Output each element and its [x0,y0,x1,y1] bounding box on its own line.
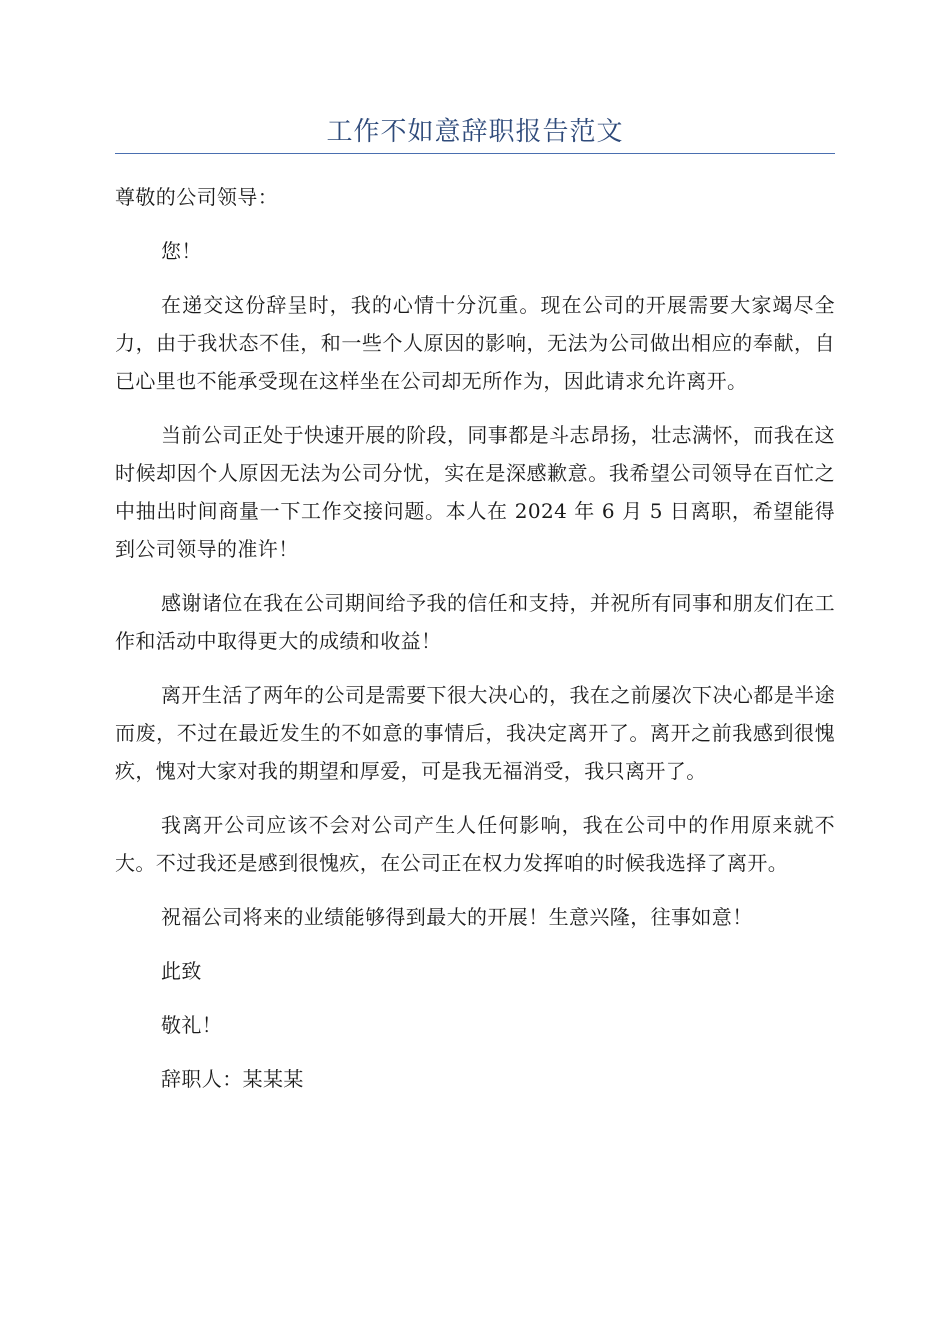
salutation: 尊敬的公司领导： [115,185,279,209]
paragraph: 祝福公司将来的业绩能够得到最大的开展！生意兴隆，往事如意！ [161,905,753,929]
paragraph: 感谢诸位在我在公司期间给予我的信任和支持，并祝所有同事和朋友们在工作和活动中取得更大的成绩和收益！ [115,591,835,653]
closing-salute: 敬礼！ [161,1013,223,1037]
paragraph: 在递交这份辞呈时，我的心情十分沉重。现在公司的开展需要大家竭尽全力，由于我状态不佳，和一些个人原因的影响，无法为公司做出相应的奉献，自已心里也不能承受现在这样坐在公司却无所作为，因此请求允许离开。 [115,293,835,393]
signature: 辞职人：某某某 [161,1067,304,1091]
closing-line: 此致 [161,959,202,983]
document-title: 工作不如意辞职报告范文 [326,117,624,147]
document-body [115,178,835,1098]
greeting: 您！ [161,239,202,263]
paragraph: 离开生活了两年的公司是需要下很大决心的，我在之前屡次下决心都是半途而废，不过在最近发生的不如意的事情后，我决定离开了。离开之前我感到很愧疚，愧对大家对我的期望和厚爱，可是我无福消受，我只离开了。 [115,683,835,783]
title-underline [115,153,835,154]
paragraph: 当前公司正处于快速开展的阶段，同事都是斗志昂扬，壮志满怀，而我在这时候却因个人原因无法为公司分忧，实在是深感歉意。我希望公司领导在百忙之中抽出时间商量一下工作交接问题。本人在 2024 年 6 月 5 日离职，希望能得到公司领导的准许！ [115,423,835,561]
paragraph: 我离开公司应该不会对公司产生人任何影响，我在公司中的作用原来就不大。不过我还是感到很愧疚，在公司正在权力发挥咱的时候我选择了离开。 [115,813,835,875]
